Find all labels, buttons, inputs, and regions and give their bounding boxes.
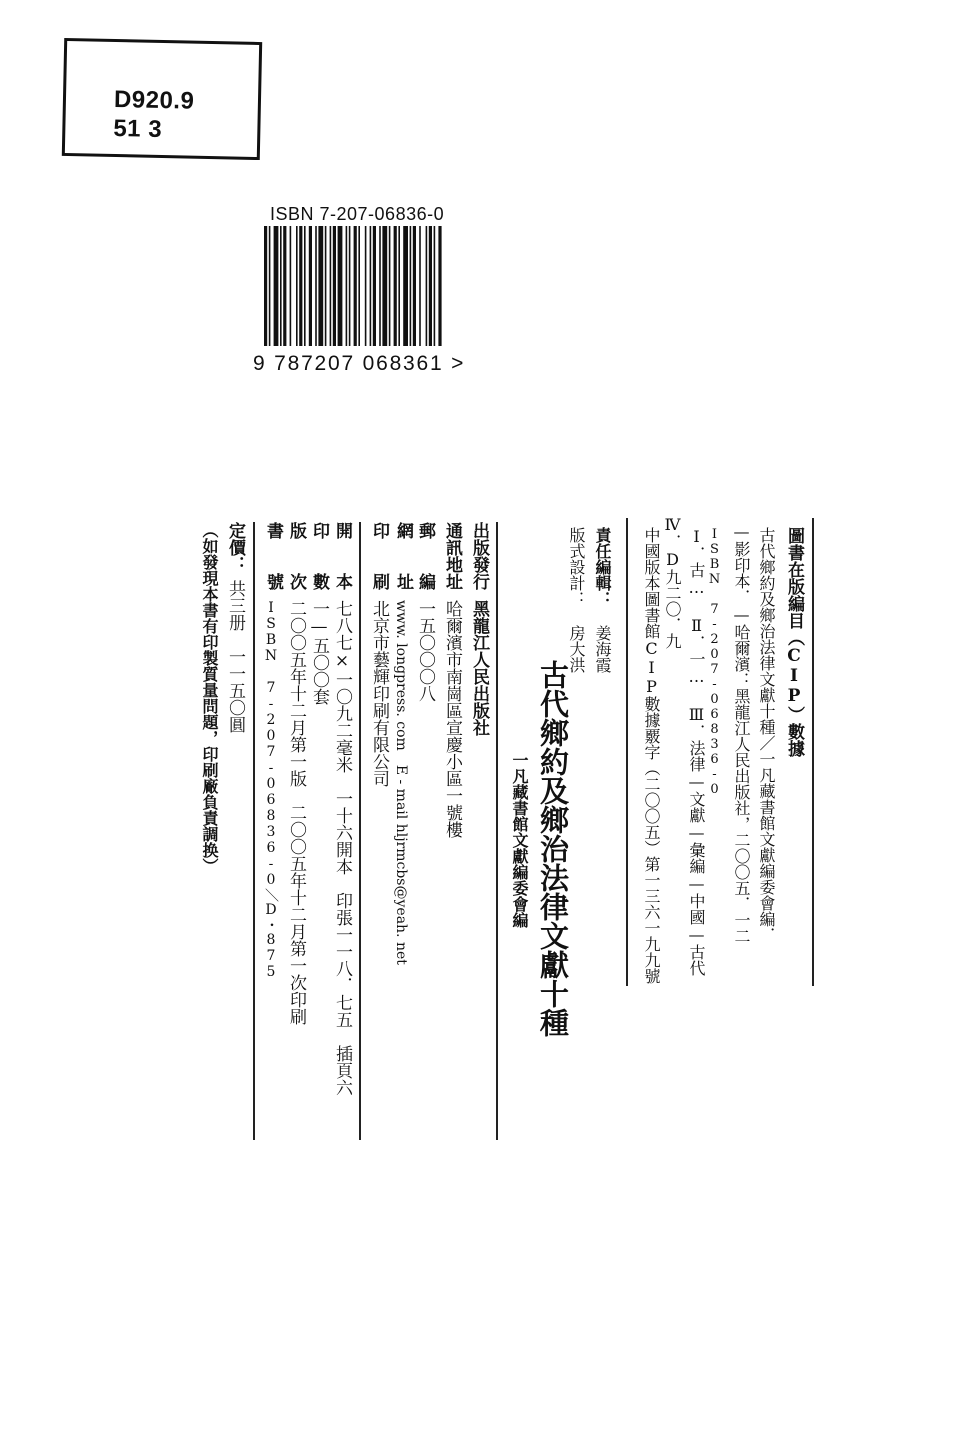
editor-label: 責任編輯： [593, 527, 612, 607]
book-number-value: ISBN 7-207-06836-0＼D・875 [263, 600, 279, 980]
designer-name: 房大洪 [567, 625, 586, 673]
pub-right-rule [496, 522, 498, 1140]
cip-line-1: 古代鄉約及鄉治法律文獻十種／一凡藏書館文獻編委會編． [757, 527, 776, 943]
cip-left-rule [626, 518, 628, 986]
book-title: 古代鄉約及鄉治法律文獻十種 [536, 660, 570, 1037]
publisher-label: 出版發行 [469, 522, 489, 590]
designer-label: 版式設計： [567, 527, 586, 607]
quality-notice: （如發現本書有印製質量問題，印刷廠負責調换） [200, 522, 219, 874]
website-label: 網 址 [393, 522, 413, 590]
format-label: 開 本 [332, 522, 352, 590]
edition-value: 二〇〇五年十二月第一版 二〇〇五年十二月第一次印刷 [286, 600, 306, 1025]
website-value: www. longpress. com E - mail hljrmcbs@yeah. net [393, 600, 409, 965]
isbn-barcode-digits: 9 787207 068361 > [253, 352, 466, 375]
edition-label: 版 次 [286, 522, 306, 590]
cip-line-2: —影印本．—哈爾濱：黑龍江人民出版社，二〇〇五．一二 [732, 522, 751, 944]
cip-line-6: 中國版本圖書館CIP數據覈字（二〇〇五）第一三六一九九號 [642, 527, 661, 984]
call-number-line-2: 51 3 [113, 114, 163, 144]
postcode-label: 郵 編 [415, 522, 435, 590]
print-run-label: 印 數 [309, 522, 329, 590]
print-run-value: 一—五〇〇套 [309, 600, 329, 705]
printer-label: 印 刷 [369, 522, 389, 590]
cip-line-3: ISBN 7-207-06836-0 [707, 527, 722, 797]
price-label: 定價： [225, 522, 245, 573]
book-compiler: 一凡藏書館文獻編委會編 [510, 752, 529, 928]
format-value: 七八七×一〇九二毫米 一十六開本 印張一一八．七五 插頁六 [332, 600, 352, 1096]
call-number-stamp [62, 38, 262, 160]
address-value: 哈爾濱市南崗區宣慶小區一號樓 [442, 600, 462, 838]
cip-line-5: Ⅳ．D九二〇．九 [663, 515, 682, 649]
call-number-line-1: D920.9 [113, 85, 195, 115]
pub-middle-rule [359, 522, 361, 1140]
book-number-label: 書 號 [263, 522, 283, 590]
isbn-barcode [258, 222, 448, 350]
price-value: 共三册 一一五〇圓 [225, 580, 245, 733]
address-label: 通訊地址 [442, 522, 462, 590]
publisher-value: 黑龍江人民出版社 [469, 600, 489, 736]
isbn-barcode-label: ISBN 7-207-06836-0 [270, 204, 445, 224]
printer-value: 北京市藝輝印刷有限公司 [369, 600, 389, 787]
cip-right-rule [812, 518, 814, 986]
editor-name: 姜海霞 [593, 625, 612, 673]
pub-left-rule [253, 522, 255, 1140]
postcode-value: 一五〇〇〇八 [415, 600, 435, 702]
cip-header: 圖書在版編目（CIP）數據 [784, 527, 804, 757]
cip-line-4: Ⅰ．古… Ⅱ．一… Ⅲ．法律—文獻—彙編—中國—古代 [687, 527, 706, 976]
